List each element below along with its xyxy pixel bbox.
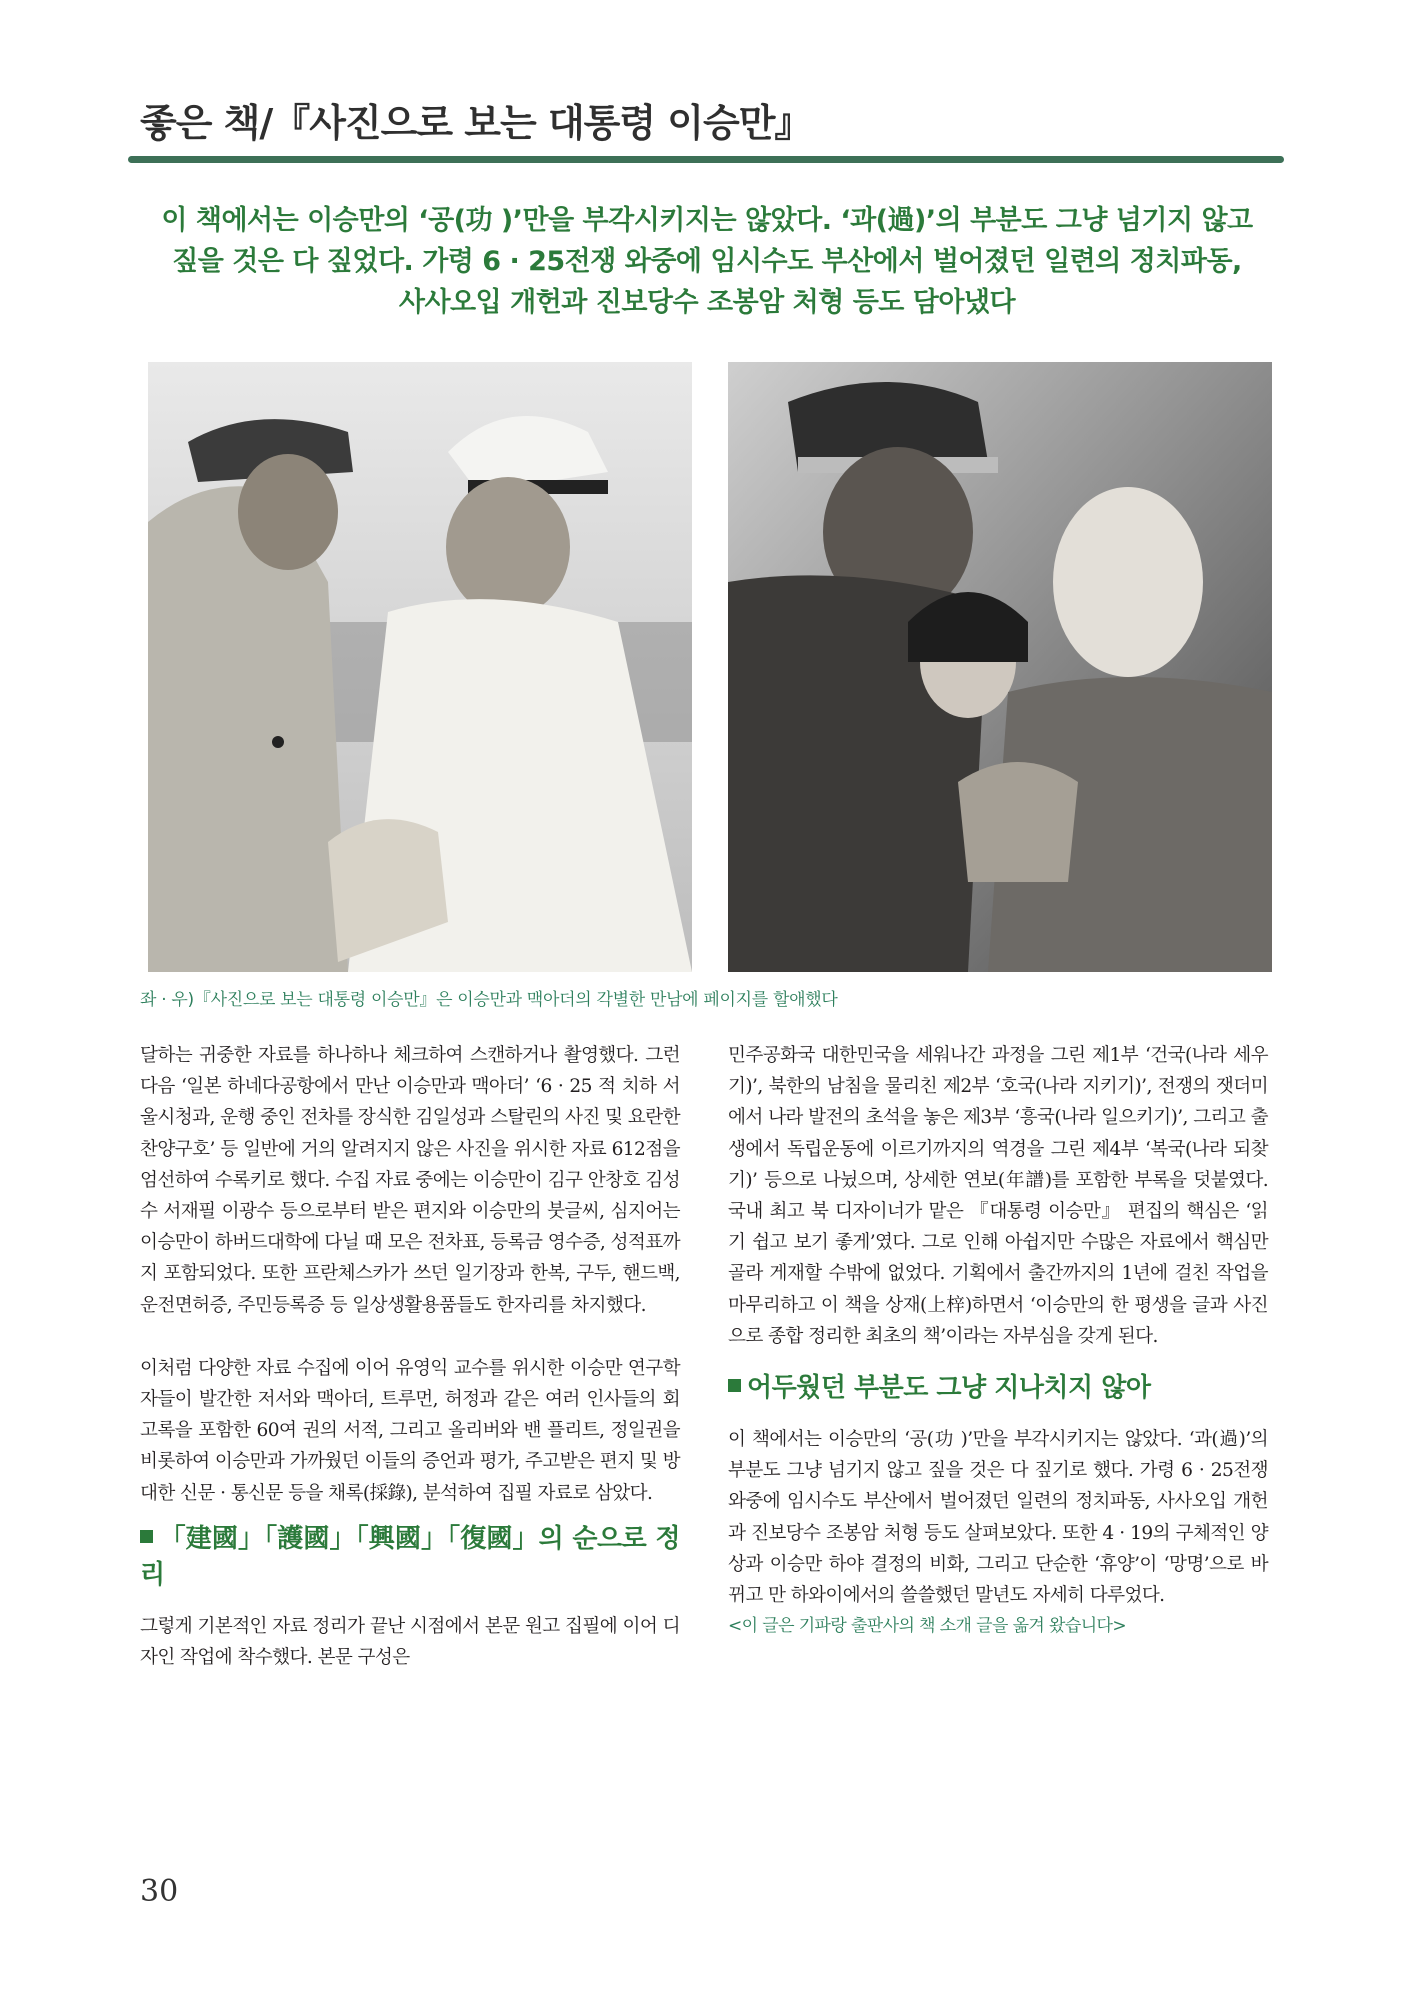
article-column-left bbox=[140, 1040, 680, 1673]
photo-right-image bbox=[728, 362, 1272, 972]
body-paragraph: 이처럼 다양한 자료 수집에 이어 유영익 교수를 위시한 이승만 연구학자들이 발간한 저서와 맥아더, 트루먼, 허정과 같은 여러 인사들의 회고록을 포함한 60여 권의 서적, 그리고 올리버와 밴 플리트, 정일권을 비롯하여 이승만과 가까웠던 이들의 증언과 평가, 주고받은 편지 및 방대한 신문 · 통신문 등을 채록(採錄), 분석하여 집필 자료로 삼았다. bbox=[140, 1357, 680, 1504]
lead-line: 사사오입 개헌과 진보당수 조봉암 처형 등도 담아냈다 bbox=[398, 287, 1016, 318]
section-heading-text: 어두웠던 부분도 그냥 지나치지 않아 bbox=[747, 1373, 1151, 1404]
photo-left-image bbox=[148, 362, 692, 972]
lead-line: 이 책에서는 이승만의 ‘공(功 )’만을 부각시키지는 않았다. ‘과(過)’의 부분도 그냥 넘기지 않고 bbox=[161, 205, 1253, 236]
lead-quote bbox=[130, 200, 1284, 323]
page-header-title: 좋은 책/『사진으로 보는 대통령 이승만』 bbox=[140, 101, 812, 145]
section-heading-text: 「建國」「護國」「興國」「復國」의 순으로 정리 bbox=[140, 1523, 680, 1590]
header-divider bbox=[128, 156, 1284, 163]
lead-line: 짚을 것은 다 짚었다. 가령 6 · 25전쟁 와중에 임시수도 부산에서 벌어졌던 일련의 정치파동, bbox=[172, 246, 1242, 277]
body-paragraph: 이 책에서는 이승만의 ‘공(功 )’만을 부각시키지는 않았다. ‘과(過)’의 부분도 그냥 넘기지 않고 짚을 것은 다 짚기로 했다. 가령 6 · 25전쟁 와중에 임시수도 부산에서 벌어졌던 일련의 정치파동, 사사오입 개헌과 진보당수 조봉암 처형 등도 살펴보았다. 또한 4 · 19의 구체적인 양상과 이승만 하야 결정의 비화, 그리고 단순한 ‘휴양’이 ‘망명’으로 바뀌고 만 하와이에서의 쓸쓸했던 말년도 자세히 다루었다. bbox=[728, 1429, 1268, 1607]
section-heading bbox=[140, 1521, 680, 1593]
body-paragraph: 달하는 귀중한 자료를 하나하나 체크하여 스캔하거나 촬영했다. 그런 다음 ‘일본 하네다공항에서 만난 이승만과 맥아더’ ‘6 · 25 적 치하 서울시청과, 운행 중인 전차를 장식한 김일성과 스탈린의 사진 및 요란한 찬양구호’ 등 일반에 거의 알려지지 않은 사진을 위시한 자료 612점을 엄선하여 수록키로 했다. 수집 자료 중에는 이승만이 김구 안창호 김성수 서재필 이광수 등으로부터 받은 편지와 이승만의 붓글씨, 심지어는 이승만이 하버드대학에 다닐 때 모은 전차표, 등록금 영수증, 성적표까지 포함되었다. 또한 프란체스카가 쓰던 일기장과 한복, 구두, 핸드백, 운전면허증, 주민등록증 등 일상생활용품들도 한자리를 차지했다. bbox=[140, 1045, 680, 1316]
body-paragraph: 민주공화국 대한민국을 세워나간 과정을 그린 제1부 ‘건국(나라 세우기)’, 북한의 남침을 물리친 제2부 ‘호국(나라 지키기)’, 전쟁의 잿더미에서 나라 발전의 초석을 놓은 제3부 ‘흥국(나라 일으키기)’, 그리고 출생에서 독립운동에 이르기까지의 역경을 그린 제4부 ‘복국(나라 되찾기)’ 등으로 나뉬으며, 상세한 연보(年譜)를 포함한 부록을 덧붙였다. 국내 최고 북 디자이너가 맡은 『대통령 이승만』 편집의 핵심은 ‘읽기 쉽고 보기 좋게’였다. 그로 인해 아쉽지만 수많은 자료에서 핵심만 골라 게재할 수밖에 없었다. 기획에서 출간까지의 1년에 걸친 작업을 마무리하고 이 책을 상재(上梓)하면서 ‘이승만의 한 평생을 글과 사진으로 종합 정리한 최초의 책’이라는 자부심을 갖게 된다. bbox=[728, 1045, 1268, 1347]
photo-macarthur-rhee-right bbox=[728, 362, 1272, 972]
section-heading bbox=[728, 1370, 1268, 1406]
page-number: 30 bbox=[140, 1874, 179, 1909]
photo-caption: 좌 · 우)『사진으로 보는 대통령 이승만』은 이승만과 맥아더의 각별한 만남에 페이지를 할애했다 bbox=[140, 990, 838, 1010]
paragraph-gap bbox=[140, 1321, 680, 1353]
article-column-right bbox=[728, 1040, 1268, 1642]
square-bullet-icon bbox=[728, 1379, 741, 1392]
photo-macarthur-rhee-left bbox=[148, 362, 692, 972]
body-paragraph: 그렇게 기본적인 자료 정리가 끝난 시점에서 본문 원고 집필에 이어 디자인 작업에 착수했다. 본문 구성은 bbox=[140, 1615, 680, 1669]
source-credit: <이 글은 기파랑 출판사의 책 소개 글을 옮겨 왔습니다> bbox=[728, 1616, 1126, 1637]
square-bullet-icon bbox=[140, 1530, 153, 1543]
